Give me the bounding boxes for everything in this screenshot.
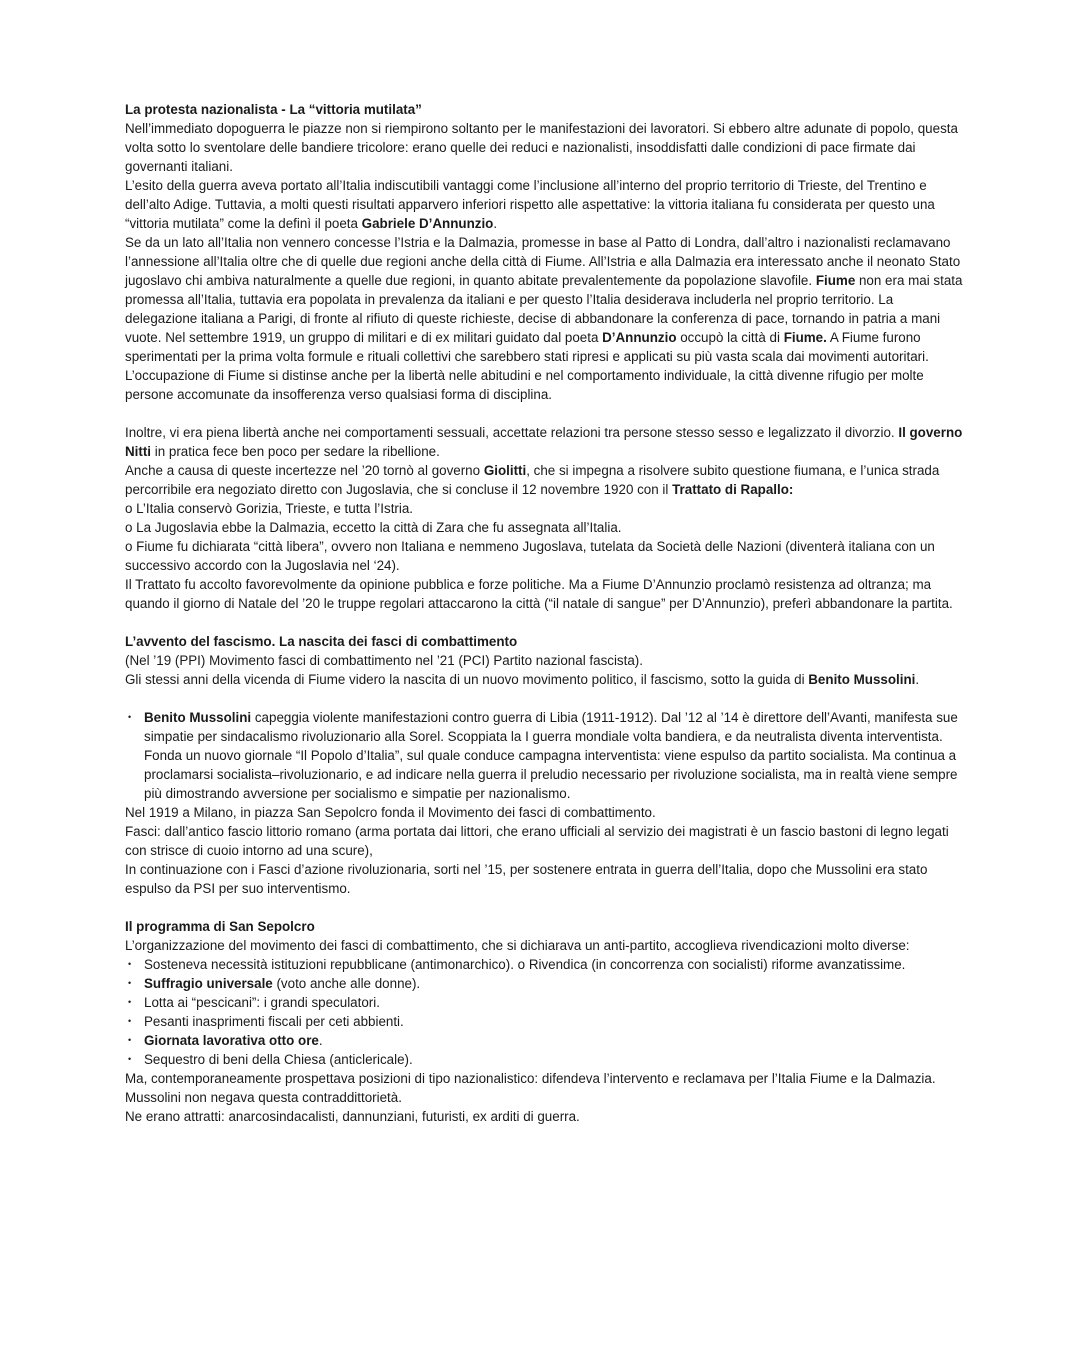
bold-text-segment: Benito Mussolini bbox=[144, 710, 252, 725]
bullet-item bbox=[125, 1031, 963, 1050]
bullet-item bbox=[125, 1050, 963, 1069]
text-segment: capeggia violente manifestazioni contro guerra di Libia (1911-1912). Dal ’12 al ’14 è direttore dell’Avanti, manifesta sue simpatie per sindacalismo rivoluzionario alla Sorel. Scoppiata la I guerra mondiale volta bandiera, e da neutralista diventa interventista. Fonda un nuovo giornale “Il Popolo d’Italia”, sul quale conduce campagna interventista: viene espulso da partito socialista. Ma continua a proclamarsi socialista–rivoluzionario, e ad indicare nella guerra il preludio necessario per rivoluzione socialista, ma in realtà viene sempre più dimostrando avversione per socialismo e simpatie per nazionalismo. bbox=[144, 710, 958, 801]
paragraph bbox=[125, 670, 963, 689]
bold-text-segment: D’Annunzio bbox=[602, 330, 677, 345]
bullet-icon: • bbox=[128, 1054, 132, 1064]
bullet-text bbox=[144, 708, 963, 803]
bullet-item bbox=[125, 1012, 963, 1031]
text-segment: Inoltre, vi era piena libertà anche nei comportamenti sessuali, accettate relazioni tra persone stesso sesso e legalizzato il divorzio. bbox=[125, 425, 899, 440]
text-segment: . bbox=[915, 672, 920, 687]
text-segment: Sosteneva necessità istituzioni repubblicane (antimonarchico). o Rivendica (in concorrenza con socialisti) riforme avanzatissime. bbox=[144, 957, 906, 972]
section-heading bbox=[125, 632, 963, 651]
paragraph bbox=[125, 803, 963, 822]
text-segment: occupò la città di bbox=[676, 330, 784, 345]
paragraph bbox=[125, 423, 963, 461]
paragraph bbox=[125, 518, 963, 537]
text-segment: Sequestro di beni della Chiesa (anticlericale). bbox=[144, 1052, 413, 1067]
text-segment: Il Trattato fu accolto favorevolmente da opinione pubblica e forze politiche. Ma a Fiume D’Annunzio proclamò resistenza ad oltranza; ma quando il giorno di Natale del ’20 le truppe regolari attaccarono la città (“il natale di sangue” per D’Annunzio), preferì abbandonare la partita. bbox=[125, 577, 953, 611]
text-segment: in pratica fece ben poco per sedare la ribellione. bbox=[151, 444, 440, 459]
paragraph bbox=[125, 233, 963, 366]
paragraph bbox=[125, 860, 963, 898]
section-heading bbox=[125, 917, 963, 936]
bullet-item bbox=[125, 993, 963, 1012]
bold-text-segment: Benito Mussolini bbox=[808, 672, 916, 687]
bullet-text bbox=[144, 974, 963, 993]
blank-line bbox=[125, 613, 963, 632]
bold-text-segment: Gabriele D’Annunzio bbox=[361, 216, 494, 231]
bold-text-segment: Fiume. bbox=[783, 330, 827, 345]
bold-text-segment: Giolitti bbox=[483, 463, 527, 478]
paragraph bbox=[125, 176, 963, 233]
paragraph bbox=[125, 1069, 963, 1107]
bullet-icon: • bbox=[128, 1016, 132, 1026]
bullet-icon: • bbox=[128, 978, 132, 988]
paragraph bbox=[125, 119, 963, 176]
bullet-icon: • bbox=[128, 712, 132, 722]
paragraph bbox=[125, 936, 963, 955]
paragraph bbox=[125, 537, 963, 575]
document-body bbox=[125, 100, 963, 1126]
text-segment: . bbox=[318, 1033, 323, 1048]
text-segment: , che si impegna a risolvere subito questione fiumana, e l’unica strada percorribile era negoziato diretto con Jugoslavia, che si concluse il 12 novembre 1920 con il bbox=[125, 463, 940, 497]
bold-text-segment: Giornata lavorativa otto ore bbox=[144, 1033, 319, 1048]
paragraph bbox=[125, 366, 963, 404]
text-segment: A Fiume furono sperimentati per la prima volta formule e rituali collettivi che sarebbero stati ripresi e applicati su più vasta scala dai movimenti autoritari. bbox=[125, 330, 929, 364]
text-segment: Fasci: dall’antico fascio littorio romano (arma portata dai littori, che erano ufficiali al servizio dei magistrati è un fascio bastoni di legno legati con strisce di cuoio intorno ad una scure), bbox=[125, 824, 949, 858]
bullet-icon: • bbox=[128, 997, 132, 1007]
text-segment: Nell’immediato dopoguerra le piazze non si riempirono soltanto per le manifestazioni dei lavoratori. Si ebbero altre adunate di popolo, questa volta sotto lo sventolare delle bandiere tricolore: erano quelle dei reduci e nazionalisti, insoddisfatti dalle condizioni di pace firmate dai governanti italiani. bbox=[125, 121, 958, 174]
text-segment: Ne erano attratti: anarcosindacalisti, dannunziani, futuristi, ex arditi di guerra. bbox=[125, 1109, 580, 1124]
bullet-text bbox=[144, 1012, 963, 1031]
text-segment: (voto anche alle donne). bbox=[272, 976, 421, 991]
text-segment: L’esito della guerra aveva portato all’Italia indiscutibili vantaggi come l’inclusione all’interno del proprio territorio di Trieste, del Trentino e dell’alto Adige. Tuttavia, a molti questi risultati apparvero inferiori rispetto alle aspettative: la vittoria italiana fu considerata per questo una “vittoria mutilata” come la definì il poeta bbox=[125, 178, 935, 231]
bullet-item bbox=[125, 974, 963, 993]
bullet-item bbox=[125, 955, 963, 974]
blank-line bbox=[125, 898, 963, 917]
section-heading bbox=[125, 100, 963, 119]
paragraph bbox=[125, 499, 963, 518]
text-segment: L’occupazione di Fiume si distinse anche per la libertà nelle abitudini e nel comportamento individuale, la città divenne rifugio per molte persone accomunate da insofferenza verso qualsiasi forma di disciplina. bbox=[125, 368, 924, 402]
text-segment: Se da un lato all’Italia non vennero concesse l’Istria e la Dalmazia, promesse in base al Patto di Londra, dall’altro i nazionalisti reclamavano l’annessione all’Italia oltre che di quelle due regioni anche della città di Fiume. All’Istria e alla Dalmazia era interessato anche il neonato Stato jugoslavo chi ambiva naturalmente a quelle due regioni, in quanto abitate prevalentemente da popolazione slavofile. bbox=[125, 235, 961, 288]
bullet-icon: • bbox=[128, 959, 132, 969]
text-segment: (Nel ’19 (PPI) Movimento fasci di combattimento nel ’21 (PCI) Partito nazional fascista). bbox=[125, 653, 643, 668]
bullet-text bbox=[144, 955, 963, 974]
text-segment: Ma, contemporaneamente prospettava posizioni di tipo nazionalistico: difendeva l’intervento e reclamava per l’Italia Fiume e la Dalmazia. Mussolini non negava questa contraddittorietà. bbox=[125, 1071, 936, 1105]
text-segment: La protesta nazionalista - La “vittoria mutilata” bbox=[125, 102, 422, 117]
bullet-item bbox=[125, 708, 963, 803]
text-segment: Pesanti inasprimenti fiscali per ceti abbienti. bbox=[144, 1014, 404, 1029]
paragraph bbox=[125, 1107, 963, 1126]
bold-text-segment: Il governo Nitti bbox=[125, 425, 963, 459]
bullet-text bbox=[144, 1050, 963, 1069]
paragraph bbox=[125, 822, 963, 860]
blank-line bbox=[125, 404, 963, 423]
text-segment: Il programma di San Sepolcro bbox=[125, 919, 315, 934]
bullet-text bbox=[144, 1031, 963, 1050]
text-segment: L’avvento del fascismo. La nascita dei fasci di combattimento bbox=[125, 634, 518, 649]
bullet-text bbox=[144, 993, 963, 1012]
paragraph bbox=[125, 461, 963, 499]
text-segment: Gli stessi anni della vicenda di Fiume videro la nascita di un nuovo movimento politico, il fascismo, sotto la guida di bbox=[125, 672, 809, 687]
blank-line bbox=[125, 689, 963, 708]
text-segment: o La Jugoslavia ebbe la Dalmazia, eccetto la città di Zara che fu assegnata all’Italia. bbox=[125, 520, 622, 535]
text-segment: o Fiume fu dichiarata “città libera”, ovvero non Italiana e nemmeno Jugoslava, tutelata da Società delle Nazioni (diventerà italiana con un successivo accordo con la Jugoslavia nel ‘24). bbox=[125, 539, 935, 573]
text-segment: In continuazione con i Fasci d’azione rivoluzionaria, sorti nel ’15, per sostenere entrata in guerra dell’Italia, dopo che Mussolini era stato espulso da PSI per suo interventismo. bbox=[125, 862, 928, 896]
bold-text-segment: Trattato di Rapallo: bbox=[672, 482, 794, 497]
paragraph bbox=[125, 651, 963, 670]
bullet-icon: • bbox=[128, 1035, 132, 1045]
text-segment: non era mai stata promessa all’Italia, tuttavia era popolata in prevalenza da italiani e per questo l’Italia desiderava includerla nel proprio territorio. La delegazione italiana a Parigi, di fronte al rifiuto di queste richieste, decise di abbandonare la conferenza di pace, tornando in patria a mani vuote. Nel settembre 1919, un gruppo di militari e di ex militari guidato dal poeta bbox=[125, 273, 963, 345]
text-segment: Lotta ai “pescicani”: i grandi speculatori. bbox=[144, 995, 380, 1010]
paragraph bbox=[125, 575, 963, 613]
bold-text-segment: Suffragio universale bbox=[144, 976, 273, 991]
text-segment: L’organizzazione del movimento dei fasci di combattimento, che si dichiarava un anti-partito, accoglieva rivendicazioni molto diverse: bbox=[125, 938, 910, 953]
text-segment: o L’Italia conservò Gorizia, Trieste, e tutta l’Istria. bbox=[125, 501, 414, 516]
bold-text-segment: Fiume bbox=[815, 273, 856, 288]
text-segment: Anche a causa di queste incertezze nel ’20 tornò al governo bbox=[125, 463, 484, 478]
text-segment: . bbox=[493, 216, 498, 231]
text-segment: Nel 1919 a Milano, in piazza San Sepolcro fonda il Movimento dei fasci di combattimento. bbox=[125, 805, 656, 820]
